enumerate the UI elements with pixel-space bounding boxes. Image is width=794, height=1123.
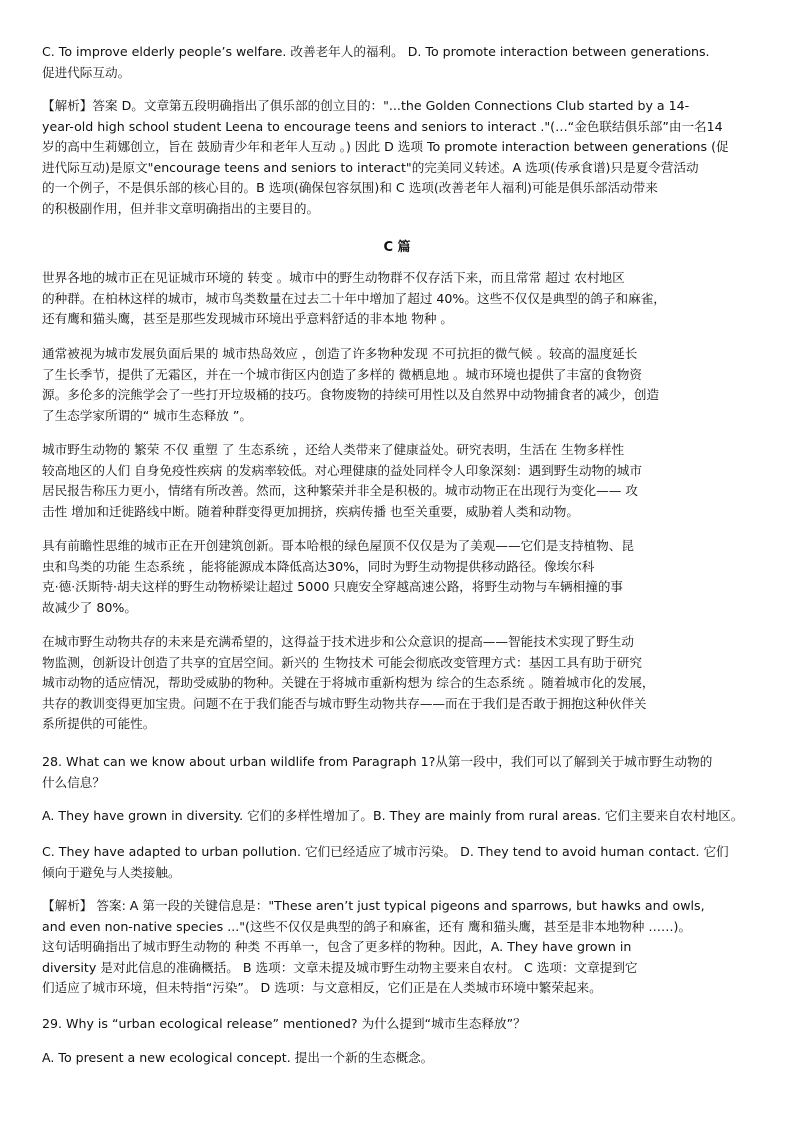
text-line: 城市野生动物的 繁荣 不仅 重塑 了 生态系统 ，还给人类带来了健康益处。研究表明，生活在 生物多样性 — [42, 442, 625, 457]
text-line: 城市动物的适应情况，帮助受威胁的物种。关键在于将城市重新构想为 综合的生态系统 。随着城市化的发展， — [42, 675, 655, 691]
text-line: 们适应了城市环境，但未特指“污染”。 D 选项：与文意相反，它们正是在人类城市环境中繁荣起来。 — [42, 980, 602, 996]
text-line: 源。多伦多的浣熊学会了一些打开垃圾桶的技巧。食物废物的持续可用性以及自然界中动物捕食者的减少，创造 — [42, 387, 660, 403]
question-28-options-c-d — [42, 842, 762, 883]
text-line: 世界各地的城市正在见证城市环境的 转变 。城市中的野生动物群不仅存活下来，而且常常 超过 农村地区 — [42, 270, 625, 285]
analysis-block-27 — [42, 96, 762, 220]
text-line: 的一个例子，不是俱乐部的核心目的。B 选项(确保包容氛围)和 C 选项(改善老年人福利)可能是俱乐部活动带来 — [42, 180, 658, 196]
question-29-option-a — [42, 1048, 762, 1069]
text-line: 28. What can we know about urban wildlife from Paragraph 1?从第一段中，我们可以了解到关于城市野生动物的 — [42, 754, 713, 769]
text-line: 具有前瞻性思维的城市正在开创建筑创新。哥本哈根的绿色屋顶不仅仅是为了美观——它们是支持植物、昆 — [42, 538, 634, 553]
text-line: 系所提供的可能性。 — [42, 716, 156, 732]
passage-paragraph-3 — [42, 440, 762, 522]
text-line: and even non-native species ..."(这些不仅仅是典型的鸽子和麻雀，还有 鹰和猫头鹰，甚至是非本地物种 ……)。 — [42, 918, 692, 934]
text-line: 29. Why is “urban ecological release” mentioned? 为什么提到“城市生态释放”？ — [42, 1016, 526, 1031]
text-line: 的积极副作用，但并非文章明确指出的主要目的。 — [42, 200, 320, 216]
text-line: 还有鹰和猫头鹰，甚至是那些发现城市环境出乎意料舒适的非本地 物种 。 — [42, 311, 454, 327]
text-line: 倾向于避免与人类接触。 — [42, 864, 181, 880]
text-line: 这句话明确指出了城市野生动物的 种类 不再单一，包含了更多样的物种。因此，A. They have grown in — [42, 939, 632, 955]
text-line: 促进代际互动。 — [42, 64, 131, 80]
analysis-block-28 — [42, 896, 762, 999]
text-line: 居民报告称压力更小，情绪有所改善。然而，这种繁荣并非全是积极的。城市动物正在出现行为变化—— 攻 — [42, 483, 638, 499]
passage-paragraph-4 — [42, 536, 762, 618]
text-line: 虫和鸟类的功能 生态系统 ，能将能源成本降低高达30%，同时为野生动物提供移动路径。像埃尔科 — [42, 558, 595, 574]
text-line: 共存的教训变得更加宝贵。问题不在于我们能否与城市野生动物共存——而在于我们是否敢于拥抱这种伙伴关 — [42, 695, 647, 711]
question-28-options-a-b — [42, 806, 762, 827]
text-line: 通常被视为城市发展负面后果的 城市热岛效应 ，创造了许多物种发现 不可抗拒的微气候 。较高的温度延长 — [42, 346, 638, 361]
text-line: 在城市野生动物共存的未来是充满希望的，这得益于技术进步和公众意识的提高——智能技术实现了野生动 — [42, 634, 634, 649]
text-line: 岁的高中生莉娜创立，旨在 鼓励青少年和老年人互动 。) 因此 D 选项 To promote interaction between generations (促 — [42, 139, 729, 155]
text-line: A. They have grown in diversity. 它们的多样性增加了。B. They are mainly from rural areas. 它们主要来自农村地区。 — [42, 808, 744, 823]
section-title: C 篇 — [383, 240, 411, 255]
passage-paragraph-5 — [42, 632, 762, 735]
text-line: 【解析】答案 D。文章第五段明确指出了俱乐部的创立目的："...the Golden Connections Club started by a 14- — [42, 98, 690, 113]
text-line: A. To present a new ecological concept. 提出一个新的生态概念。 — [42, 1050, 434, 1065]
text-line: C. To improve elderly people’s welfare. 改善老年人的福利。 D. To promote interaction between generations. — [42, 44, 710, 59]
text-line: 了生态学家所谓的“ 城市生态释放 ”。 — [42, 407, 252, 423]
passage-paragraph-2 — [42, 344, 762, 426]
question-29 — [42, 1014, 762, 1035]
text-line: 【解析】 答案: A 第一段的关键信息是："These aren’t just typical pigeons and sparrows, but hawks and owls, — [42, 898, 705, 913]
text-line: 什么信息？ — [42, 774, 105, 790]
text-line: diversity 是对此信息的准确概括。 B 选项：文章未提及城市野生动物主要来自农村。 C 选项：文章提到它 — [42, 959, 638, 975]
text-line: year-old high school student Leena to encourage teens and seniors to interact ."(…“金色联结俱乐部”由一名14 — [42, 118, 723, 134]
text-line: 的种群。在柏林这样的城市，城市鸟类数量在过去二十年中增加了超过 40%。这些不仅仅是典型的鸽子和麻雀， — [42, 290, 666, 306]
text-line: 较高地区的人们 自身免疫性疾病 的发病率较低。对心理健康的益处同样令人印象深刻：遇到野生动物的城市 — [42, 462, 642, 478]
option-block-c-d — [42, 42, 762, 83]
text-line: 击性 增加和迁徙路线中断。随着种群变得更加拥挤，疾病传播 也至关重要，威胁着人类和动物。 — [42, 503, 579, 519]
text-line: 物监测，创新设计创造了共享的宜居空间。新兴的 生物技术 可能会彻底改变管理方式：基因工具有助于研究 — [42, 654, 642, 670]
text-line: 克·德·沃斯特·胡夫这样的野生动物桥梁让超过 5000 只鹿安全穿越高速公路，将野生动物与车辆相撞的事 — [42, 579, 624, 595]
text-line: 了生长季节，提供了无霜区，并在一个城市街区内创造了多样的 微栖息地 。城市环境也提供了丰富的食物资 — [42, 366, 642, 382]
passage-paragraph-1 — [42, 268, 762, 330]
text-line: 故减少了 80%。 — [42, 599, 137, 615]
text-line: C. They have adapted to urban pollution. 它们已经适应了城市污染。 D. They tend to avoid human contact. 它们 — [42, 844, 729, 859]
question-28 — [42, 752, 762, 793]
text-line: 进代际互动)是原文"encourage teens and seniors to interact"的完美同义转述。A 选项(传承食谱)只是夏令营活动 — [42, 159, 699, 175]
